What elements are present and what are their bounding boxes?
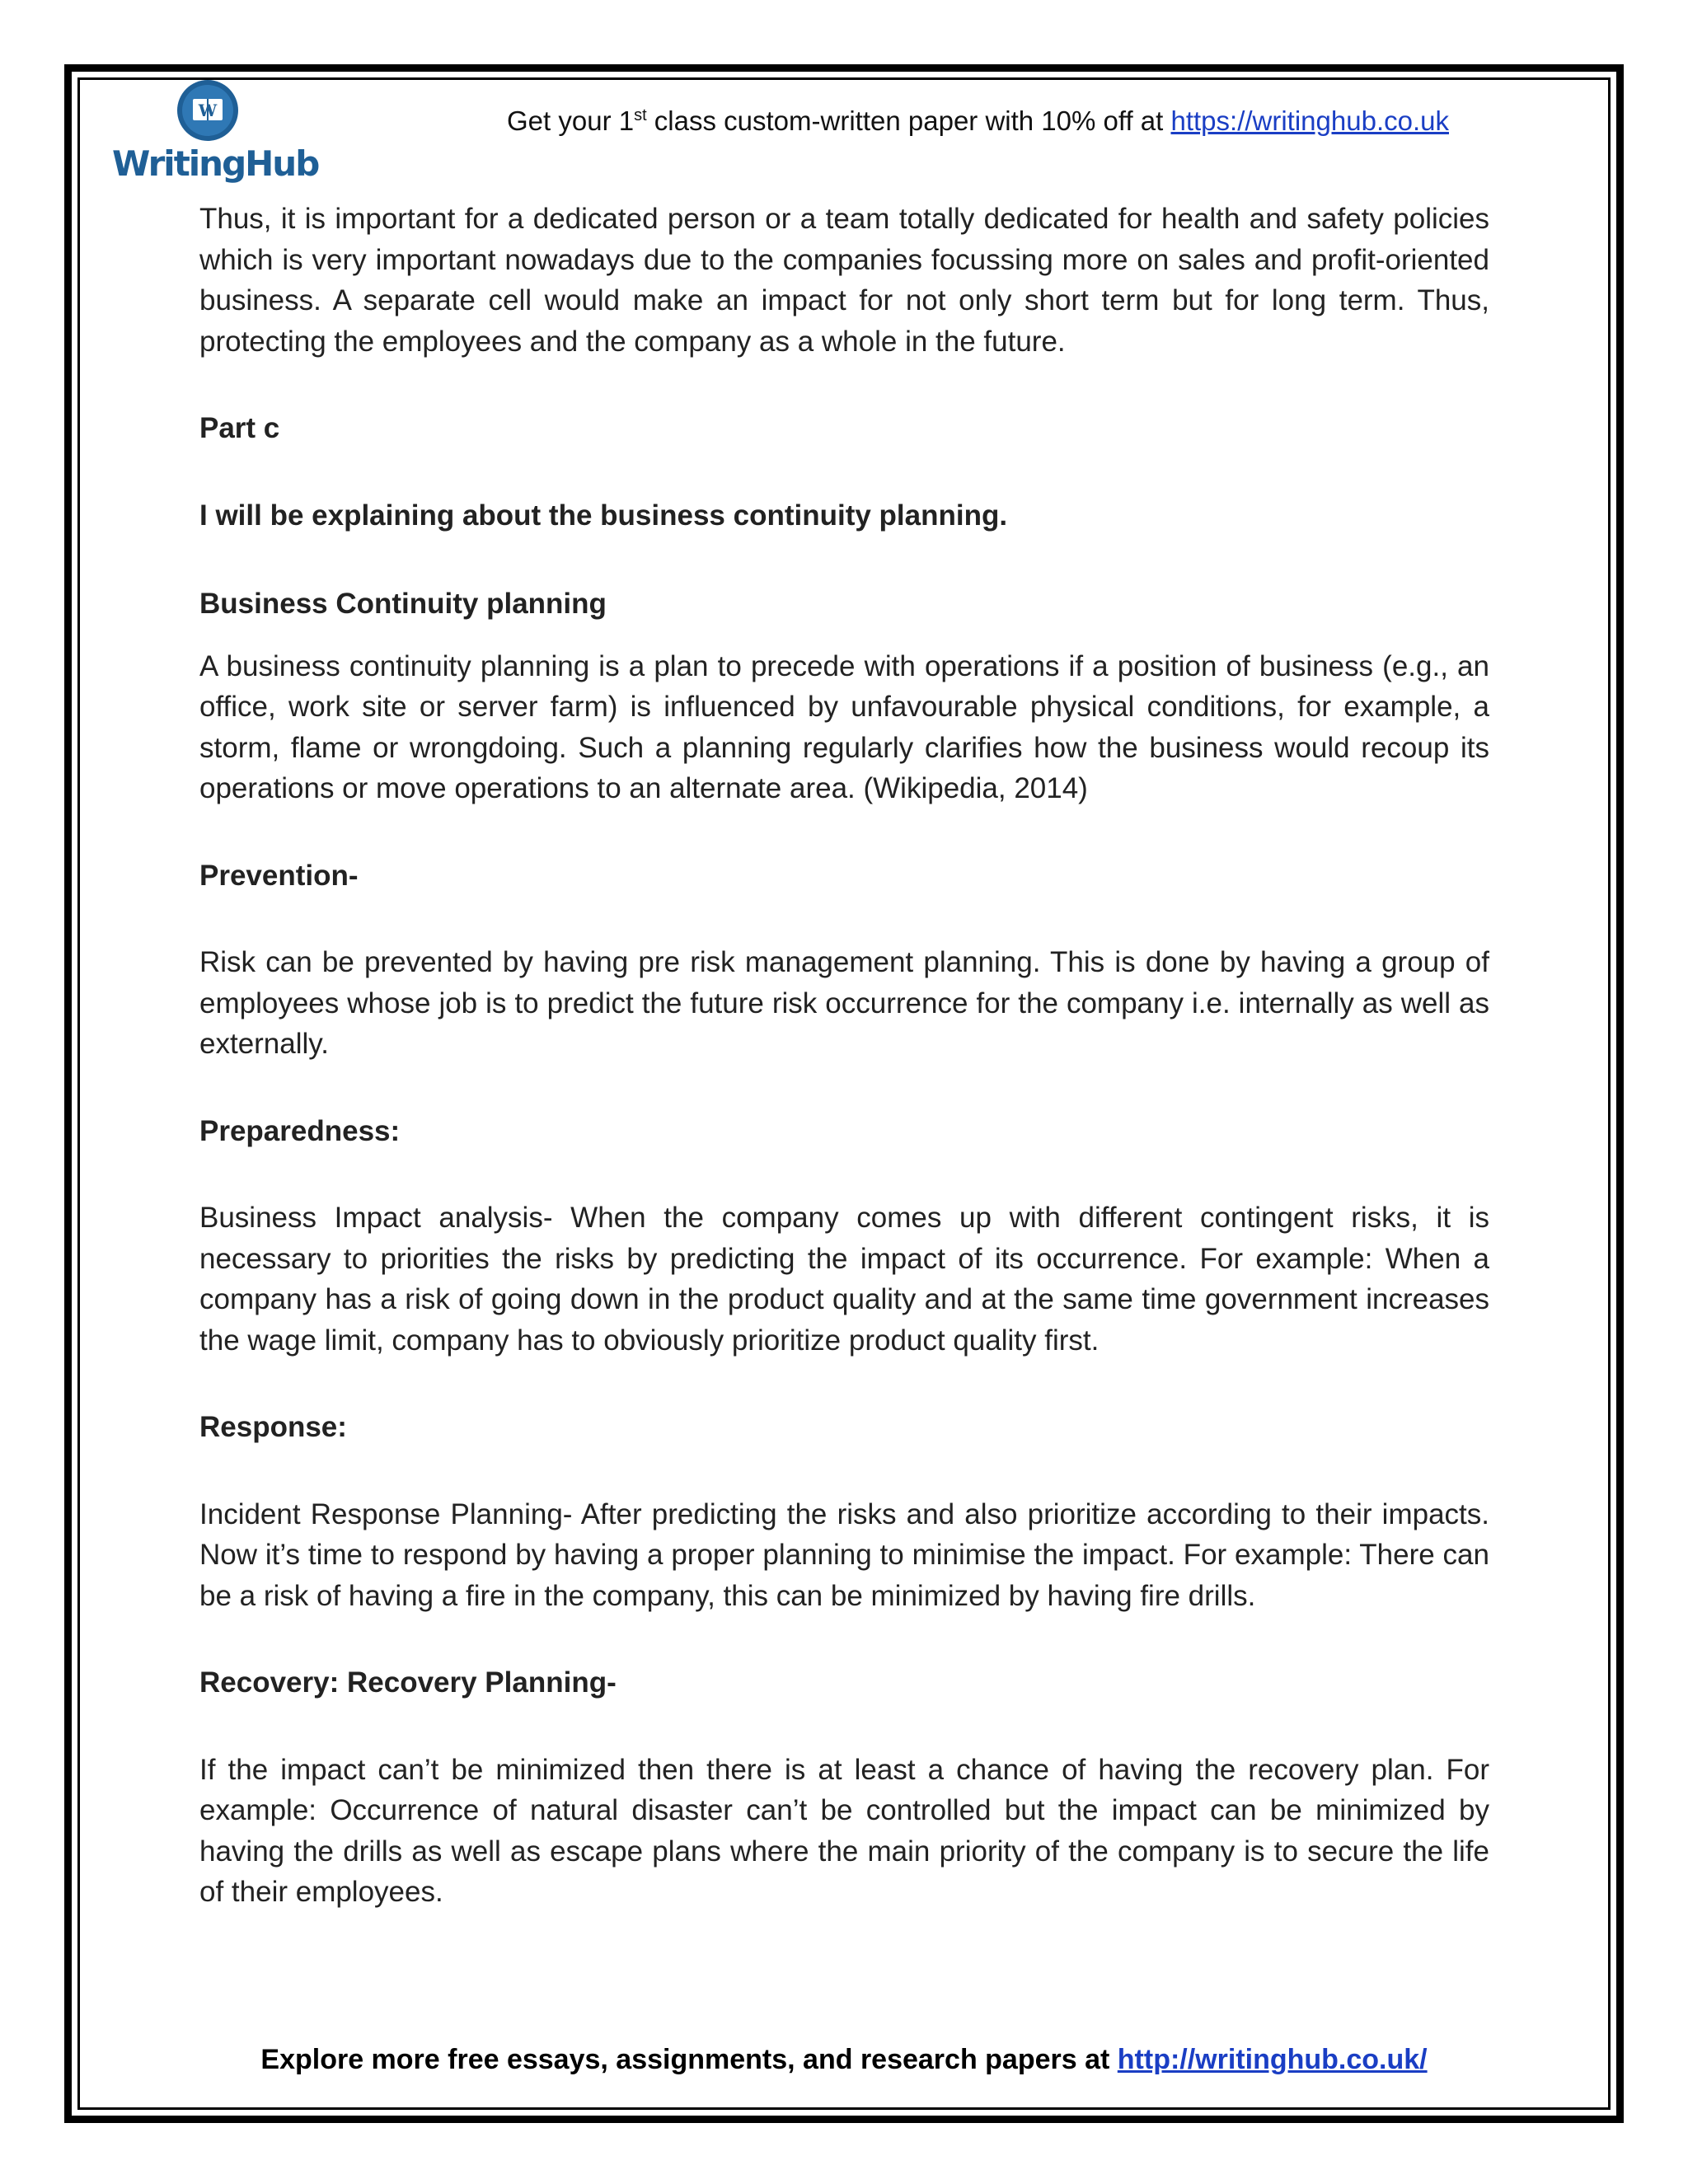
tagline-text-end: class custom-written paper with 10% off at xyxy=(646,105,1171,136)
logo-emblem-letter: W xyxy=(198,101,218,120)
prevention-paragraph: Risk can be prevented by having pre risk management planning. This is done by having a group of employees whose job is to predict the future risk occurrence for the company i.e. internally as well as externally. xyxy=(199,946,1489,1060)
intro-paragraph: Thus, it is important for a dedicated person or a team totally dedicated for health and safety policies which is very important nowadays due to the companies focussing more on sales and profit-oriented business. A separate cell would make an impact for not only short term but for long term. Thus, protecting the employees and the company as a whole in the future. xyxy=(199,203,1489,358)
prevention-heading: Prevention- xyxy=(199,859,359,892)
writinghub-logo[interactable] xyxy=(112,79,319,184)
footer-promo xyxy=(0,2044,1688,2076)
response-paragraph: Incident Response Planning- After predicting the risks and also prioritize according to their impacts. Now it’s time to respond by having a proper planning to minimise the impact. For example: There can be a risk of having a fire in the company, this can be minimized by having fire drills. xyxy=(199,1497,1489,1612)
response-heading: Response: xyxy=(199,1411,347,1443)
preparedness-paragraph: Business Impact analysis- When the company comes up with different contingent risks, it is necessary to priorities the risks by predicting the impact of its occurrence. For example: When a company has a risk of going down in the product quality and at the same time government increases the wage limit, company has to obviously prioritize product quality first. xyxy=(199,1202,1489,1357)
footer-text: Explore more free essays, assignments, and research papers at xyxy=(260,2044,1118,2075)
footer-link[interactable]: http://writinghub.co.uk/ xyxy=(1117,2044,1428,2075)
header-link[interactable]: https://writinghub.co.uk xyxy=(1170,105,1449,136)
recovery-heading: Recovery: Recovery Planning- xyxy=(199,1666,617,1699)
book-emblem-icon xyxy=(112,79,310,153)
bcp-paragraph: A business continuity planning is a plan to precede with operations if a position of business (e.g., an office, work site or server farm) is influenced by unfavourable physical conditions, for example, a storm, flame or wrongdoing. Such a planning regularly clarifies how the business would recoup its operations or move operations to an alternate area. (Wikipedia, 2014) xyxy=(199,649,1489,804)
explain-heading: I will be explaining about the business continuity planning. xyxy=(199,499,1008,532)
logo-wordmark: WritingHub xyxy=(112,143,319,184)
header-tagline xyxy=(507,97,1578,139)
document-body xyxy=(199,199,1489,1913)
tagline-text-start: Get your 1 xyxy=(507,105,635,136)
preparedness-heading: Preparedness: xyxy=(199,1114,401,1147)
part-c-heading: Part c xyxy=(199,412,280,444)
tagline-superscript: st xyxy=(634,106,647,124)
bcp-heading: Business Continuity planning xyxy=(199,588,607,620)
recovery-paragraph: If the impact can’t be minimized then there is at least a chance of having the recovery plan. For example: Occurrence of natural disaster can’t be controlled but the impact can be minimized by having the drills as well as escape plans where the main priority of the company is to secure the life of their employees. xyxy=(199,1753,1489,1908)
